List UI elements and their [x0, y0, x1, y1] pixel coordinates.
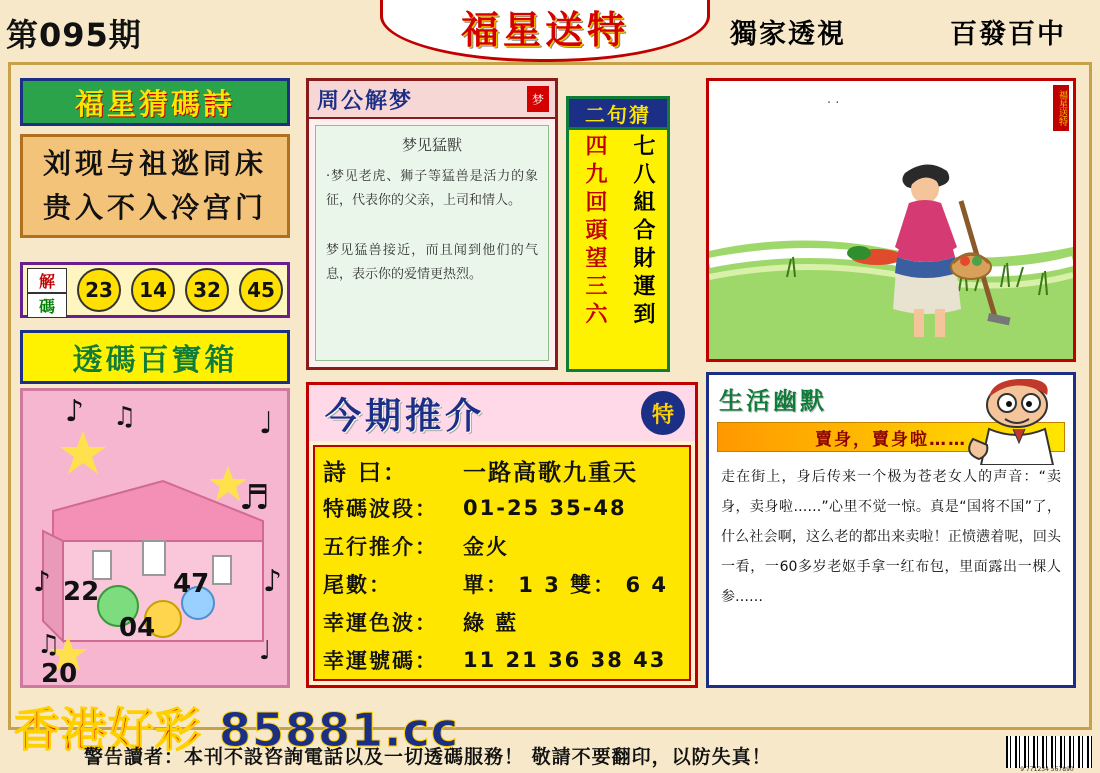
- svg-text:♩: ♩: [259, 636, 272, 666]
- picks-row: [323, 641, 681, 679]
- svg-text:♪: ♪: [33, 565, 51, 598]
- riddle-columns: [570, 134, 666, 366]
- treasure-number: 47: [173, 569, 210, 599]
- issue-number: 第095期: [6, 16, 142, 54]
- dream-paragraph-1: ·梦见老虎、狮子等猛兽是活力的象征，代表你的父亲，上司和情人。: [326, 169, 538, 208]
- barcode-number: 9 771234 567890: [1020, 766, 1074, 773]
- brand-name: 香港好彩: [14, 703, 202, 757]
- treasure-title: 透碼百寶箱: [72, 343, 238, 378]
- riddle-line-1: 七八組合財運到: [630, 134, 655, 330]
- picks-row-label: 五行推介：: [323, 535, 438, 559]
- brand-domain: 85881.cc: [219, 703, 460, 757]
- picks-row: [323, 451, 681, 489]
- current-picks-box: [306, 382, 698, 688]
- decoded-numbers-row: [20, 262, 290, 318]
- life-humor-box: [706, 372, 1076, 688]
- treasure-number: 22: [63, 577, 100, 607]
- illustration-box: [706, 78, 1076, 362]
- number-ball: 23: [77, 268, 121, 312]
- picks-header: [309, 385, 695, 441]
- cartoon-man-icon: [959, 379, 1069, 465]
- number-ball: 32: [185, 268, 229, 312]
- couplet-line-2: 贵入不入冷宫门: [42, 191, 267, 224]
- lucky-poem-title-box: [20, 78, 290, 126]
- svg-text:♪: ♪: [65, 394, 85, 429]
- picks-row-label: 特碼波段：: [323, 497, 438, 521]
- farmer-illustration: [709, 81, 1073, 359]
- dream-body: [315, 125, 549, 361]
- treasure-number: 04: [119, 613, 156, 643]
- humor-title: 生活幽默: [719, 387, 827, 415]
- picks-row-value: 01-25 35-48: [463, 496, 627, 520]
- treasure-illustration: [20, 388, 290, 688]
- humor-subtitle: 賣身，賣身啦……: [717, 422, 1065, 452]
- treasure-number: 20: [41, 659, 78, 688]
- picks-row-label: 幸運色波：: [323, 611, 438, 635]
- treasure-title-box: [20, 330, 290, 384]
- dream-interpretation-box: [306, 78, 558, 370]
- picks-row-label: 詩 曰：: [323, 459, 409, 486]
- picks-row-value: 金火: [463, 535, 509, 559]
- dream-header: [309, 81, 555, 119]
- number-ball: 14: [131, 268, 175, 312]
- dream-subtitle: 梦见猛獸: [401, 136, 462, 154]
- svg-text:♫: ♫: [37, 630, 61, 660]
- riddle-line-2: 四九回頭望三六: [582, 134, 607, 330]
- couplet-box: [20, 134, 290, 238]
- svg-text:♪: ♪: [263, 564, 283, 599]
- dream-paragraph-2: 梦见猛兽接近，而且闻到他们的气息，表示你的爱情更热烈。: [326, 243, 538, 282]
- picks-row-label: 尾數：: [323, 573, 392, 597]
- decode-label: [27, 268, 67, 316]
- picks-row-value: 一路高歌九重天: [463, 459, 638, 486]
- warning-text: 警告讀者：本刊不設咨詢電話以及一切透碼服務！ 敬請不要翻印，以防失真！: [84, 746, 772, 768]
- picks-body: [313, 445, 691, 681]
- header-tagline-1: 獨家透視: [730, 19, 846, 50]
- svg-text:♩: ♩: [259, 406, 274, 441]
- couplet-line-1: 刘现与祖逖同床: [42, 147, 267, 180]
- picks-row-value: 11 21 36 38 43: [463, 648, 667, 672]
- decode-label-bottom: 碼: [27, 293, 67, 318]
- svg-text:♫: ♫: [113, 402, 137, 432]
- page-header: [0, 0, 1100, 62]
- svg-text:· ·: · ·: [827, 96, 840, 111]
- picks-row: [323, 603, 681, 641]
- vertical-banner-label: 福星送特: [1053, 85, 1069, 131]
- lucky-poem-title: 福星猜碼詩: [74, 86, 235, 121]
- picks-title: 今期推介: [325, 395, 486, 437]
- picks-medal-icon: 特: [641, 391, 685, 435]
- header-tagline-2: 百發百中: [950, 19, 1066, 50]
- picks-row: [323, 565, 681, 603]
- picks-row-label: 幸運號碼：: [323, 649, 438, 673]
- humor-body: 走在街上，身后传来一个极为苍老女人的声音：“卖身，卖身啦……”心里不觉一惊。真是“国将不国”了，什么社会啊，这么老的都出来卖啦！正愤懑着呢，回头一看，一60多岁老妪手拿一红布包，里面露出一棵人参……: [721, 469, 1061, 605]
- picks-row-value: 單： 1 3 雙： 6 4: [463, 573, 669, 597]
- seal-icon: 梦: [527, 86, 549, 112]
- svg-text:♬: ♬: [239, 478, 270, 518]
- barcode-icon: [1006, 736, 1092, 768]
- banner-title: 福星送特: [460, 8, 629, 52]
- riddle-header: 二句猜: [566, 96, 670, 130]
- picks-row: [323, 489, 681, 527]
- picks-row: [323, 527, 681, 565]
- dream-title: 周公解梦: [317, 88, 414, 114]
- picks-row-value: 綠 藍: [463, 611, 519, 635]
- number-ball: 45: [239, 268, 283, 312]
- decode-label-top: 解: [27, 268, 67, 293]
